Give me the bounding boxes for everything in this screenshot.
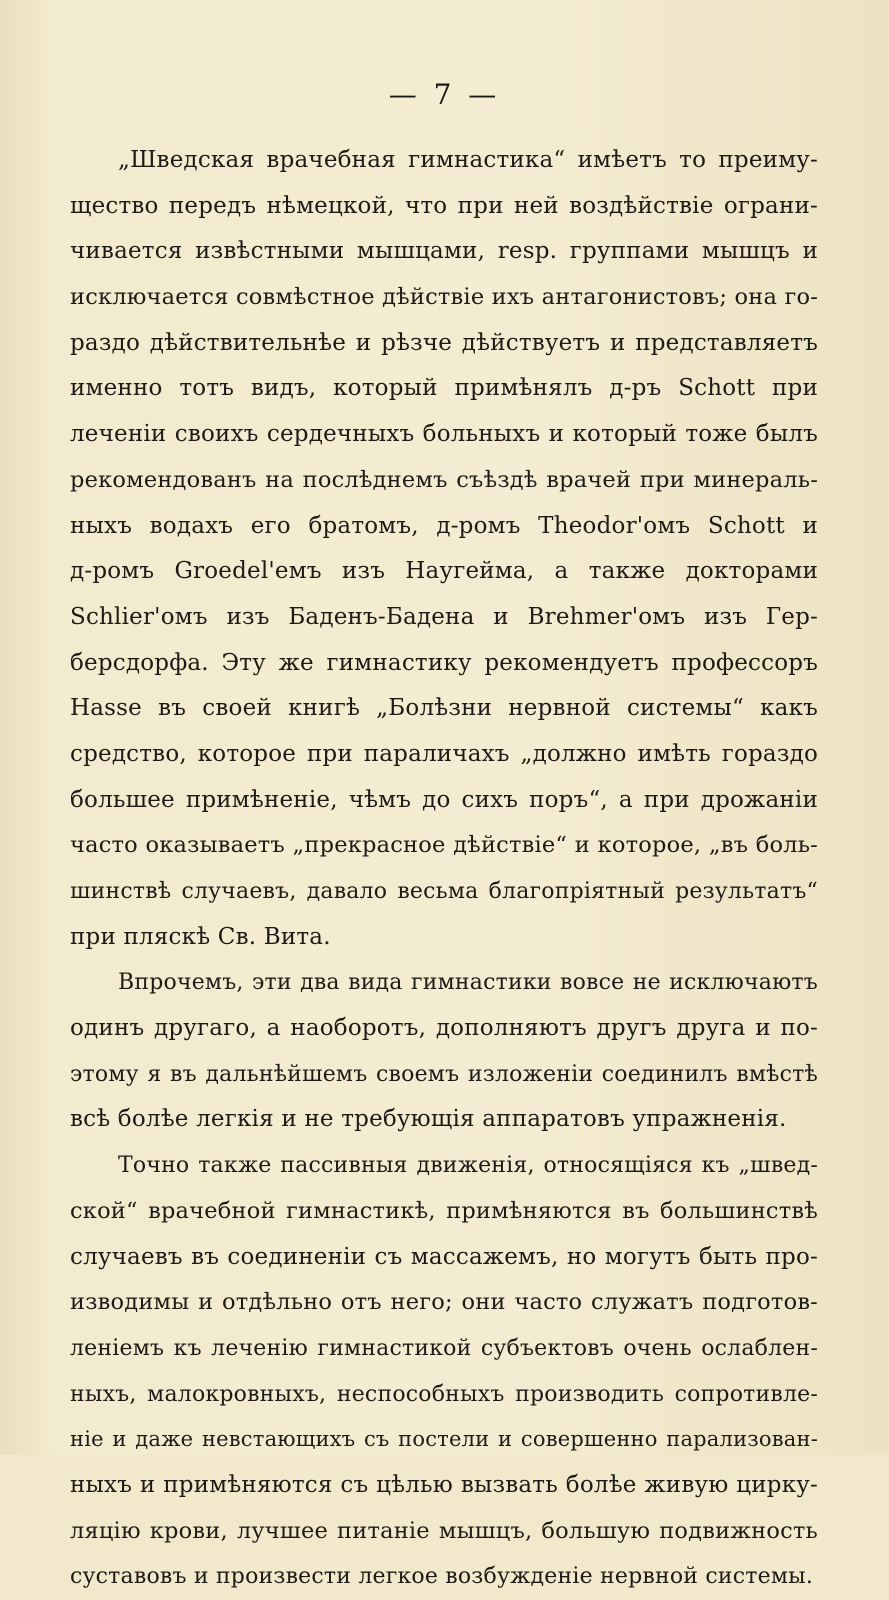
text-line: этому я въ дальнѣйшемъ своемъ изложеніи соединилъ вмѣстѣ	[70, 1061, 818, 1087]
text-line: ныхъ и примѣняются съ цѣлью вызвать болѣе живую цирку-	[70, 1471, 818, 1498]
text-line: Schlier'омъ изъ Баденъ-Бадена и Brehmer'омъ изъ Гер-	[70, 603, 818, 630]
text-line: случаевъ въ соединеніи съ массажемъ, но могутъ быть про-	[70, 1243, 818, 1270]
text-line: ской“ врачебной гимнастикѣ, примѣняются въ большинствѣ	[70, 1197, 818, 1224]
text-line: „Шведская врачебная гимнастика“ имѣетъ то преиму-	[118, 147, 818, 173]
text-line: Hasse въ своей книгѣ „Болѣзни нервной системы“ какъ	[70, 695, 818, 722]
text-line: берсдорфа. Эту же гимнастику рекомендуетъ профессоръ	[70, 649, 818, 676]
text-line: чивается извѣстными мышцами, resp. группами мышцъ и	[70, 238, 818, 265]
text-line: Впрочемъ, эти два вида гимнастики вовсе не исключаютъ	[118, 970, 818, 996]
text-line: часто оказываетъ „прекрасное дѣйствіе“ и которое, „въ боль-	[70, 832, 818, 859]
text-line: большее примѣненіе, чѣмъ до сихъ поръ“, а при дрожаніи	[70, 786, 818, 813]
text-line: ляцію крови, лучшее питаніе мышцъ, большую подвижность	[70, 1517, 818, 1544]
text-line: суставовъ и произвести легкое возбужденіе нервной системы.	[70, 1564, 814, 1590]
text-line: Точно также пассивныя движенія, относящіяся къ „швед-	[118, 1153, 818, 1179]
text-line: исключается совмѣстное дѣйствіе ихъ антагонистовъ; она го-	[70, 284, 818, 311]
text-line: средство, которое при параличахъ „должно имѣть гораздо	[70, 740, 818, 767]
text-line: леченіи своихъ сердечныхъ больныхъ и который тоже былъ	[70, 421, 818, 448]
text-line: всѣ болѣе легкія и не требующія аппаратовъ упражненія.	[70, 1106, 787, 1133]
body-text	[70, 138, 818, 1600]
text-line: одинъ другаго, а наоборотъ, дополняютъ другъ друга и по-	[70, 1015, 818, 1042]
text-line: ныхъ водахъ его братомъ, д-ромъ Theodor'омъ Schott и	[70, 512, 818, 539]
page-number: — 7 —	[388, 78, 501, 111]
text-line: шинствѣ случаевъ, давало весьма благопріятный результатъ“	[70, 879, 818, 904]
text-line: при пляскѣ Св. Вита.	[70, 923, 331, 950]
text-line: ніе и даже невстающихъ съ постели и совершенно парализован-	[70, 1427, 818, 1452]
text-line: изводимы и отдѣльно отъ него; они часто служатъ подготов-	[70, 1289, 818, 1316]
text-line: рекомендованъ на послѣднемъ съѣздѣ врачей при минераль-	[70, 466, 818, 493]
text-line: ныхъ, малокровныхъ, неспособныхъ производить сопротивле-	[70, 1381, 818, 1407]
text-line: щество передъ нѣмецкой, что при ней воздѣйствіе ограни-	[70, 192, 818, 219]
text-line: леніемъ къ леченію гимнастикой субъектовъ очень ослаблен-	[70, 1335, 818, 1361]
text-line: д-ромъ Groedel'емъ изъ Наугейма, а также докторами	[70, 558, 818, 585]
text-line: именно тотъ видъ, который примѣнялъ д-ръ Schott при	[70, 375, 818, 402]
text-line: раздо дѣйствительнѣе и рѣзче дѣйствуетъ и представляетъ	[70, 329, 818, 356]
